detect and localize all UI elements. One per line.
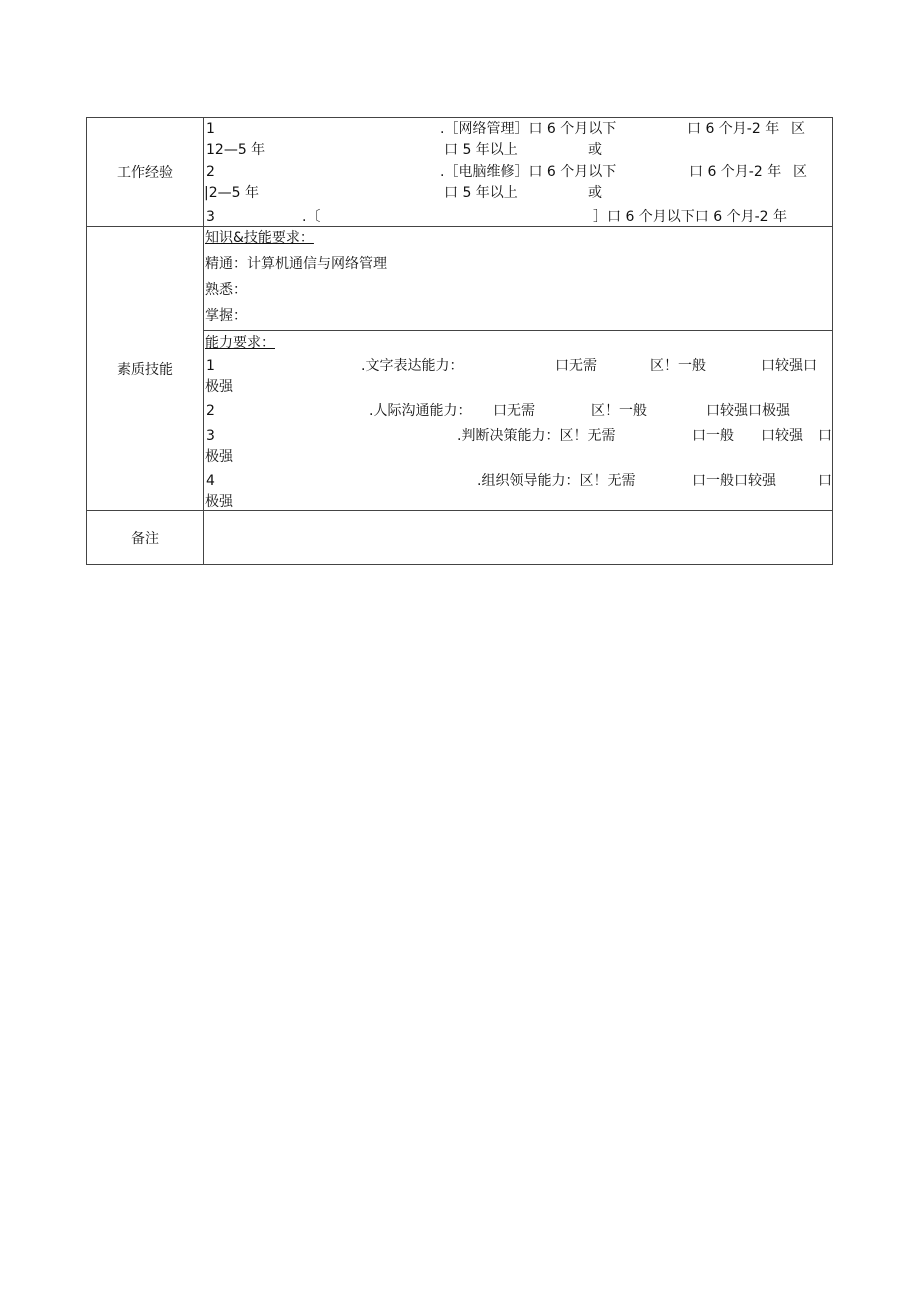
ability-3-opt-max: 极强 bbox=[205, 449, 233, 465]
work-experience-content bbox=[204, 118, 832, 226]
ability-2-opt-normal: 区！一般 bbox=[591, 403, 647, 419]
ability-2-opt-none: 口无需 bbox=[493, 403, 535, 419]
knowledge-familiar: 熟悉： bbox=[205, 282, 247, 298]
ability-2-name: .人际沟通能力： bbox=[369, 403, 472, 419]
exp-line-2-text: 12—5 年 bbox=[206, 142, 266, 158]
skills-row bbox=[87, 227, 832, 511]
exp-line-3-num: 2 bbox=[206, 164, 215, 180]
exp-line-2-opt: 口 5 年以上 bbox=[444, 142, 518, 158]
remarks-content bbox=[204, 511, 832, 564]
exp-line-1-num: 1 bbox=[206, 121, 215, 137]
ability-1-opt-strong: 口较强口 bbox=[761, 358, 817, 374]
remarks-label: 备注 bbox=[87, 511, 204, 564]
skills-divider bbox=[204, 330, 832, 331]
work-experience-label: 工作经验 bbox=[87, 118, 204, 226]
ability-header: 能力要求： bbox=[205, 335, 275, 351]
remarks-row bbox=[87, 511, 832, 564]
ability-4-num: 4 bbox=[206, 473, 215, 489]
ability-4-opt-box: 口 bbox=[818, 473, 832, 489]
ability-3-opt-box: 口 bbox=[818, 428, 832, 444]
ability-1-opt-max: 极强 bbox=[205, 379, 233, 395]
work-experience-row bbox=[87, 118, 832, 227]
ability-1-num: 1 bbox=[206, 358, 215, 374]
ability-3-num: 3 bbox=[206, 428, 215, 444]
exp-line-5-num: 3 bbox=[206, 209, 215, 225]
knowledge-header: 知识&技能要求： bbox=[205, 230, 314, 246]
exp-line-1-mark: 区 bbox=[791, 121, 805, 137]
exp-line-5-text: ］口 6 个月以下口 6 个月-2 年 bbox=[593, 209, 788, 225]
ability-2-opt-strong: 口较强口极强 bbox=[706, 403, 790, 419]
ability-3-name: .判断决策能力：区！无需 bbox=[457, 428, 616, 444]
skills-content bbox=[204, 227, 832, 510]
exp-line-2-or: 或 bbox=[588, 142, 602, 158]
knowledge-proficient: 精通：计算机通信与网络管理 bbox=[205, 256, 387, 272]
exp-line-3-opt: 口 6 个月-2 年 bbox=[689, 164, 782, 180]
exp-line-4-text: |2—5 年 bbox=[204, 185, 259, 201]
exp-line-4-or: 或 bbox=[588, 185, 602, 201]
ability-1-name: .文字表达能力： bbox=[361, 358, 464, 374]
ability-4-opt-max: 极强 bbox=[205, 494, 233, 510]
ability-4-name: .组织领导能力：区！无需 bbox=[477, 473, 636, 489]
exp-line-3-text: .［电脑维修］口 6 个月以下 bbox=[440, 164, 617, 180]
ability-1-opt-normal: 区！一般 bbox=[650, 358, 706, 374]
exp-line-1-opt: 口 6 个月-2 年 bbox=[687, 121, 780, 137]
knowledge-mastered: 掌握： bbox=[205, 308, 247, 324]
skills-label: 素质技能 bbox=[87, 227, 204, 510]
ability-3-opt-strong: 口较强 bbox=[761, 428, 803, 444]
ability-1-opt-none: 口无需 bbox=[555, 358, 597, 374]
ability-2-num: 2 bbox=[206, 403, 215, 419]
exp-line-4-opt: 口 5 年以上 bbox=[444, 185, 518, 201]
ability-3-opt-normal: 口一般 bbox=[692, 428, 734, 444]
exp-line-3-mark: 区 bbox=[793, 164, 807, 180]
exp-line-5-bracket: .〔 bbox=[302, 209, 321, 225]
exp-line-1-text: .［网络管理］口 6 个月以下 bbox=[440, 121, 617, 137]
ability-4-opt-normal: 口一般口较强 bbox=[692, 473, 776, 489]
job-requirements-table bbox=[86, 117, 833, 565]
